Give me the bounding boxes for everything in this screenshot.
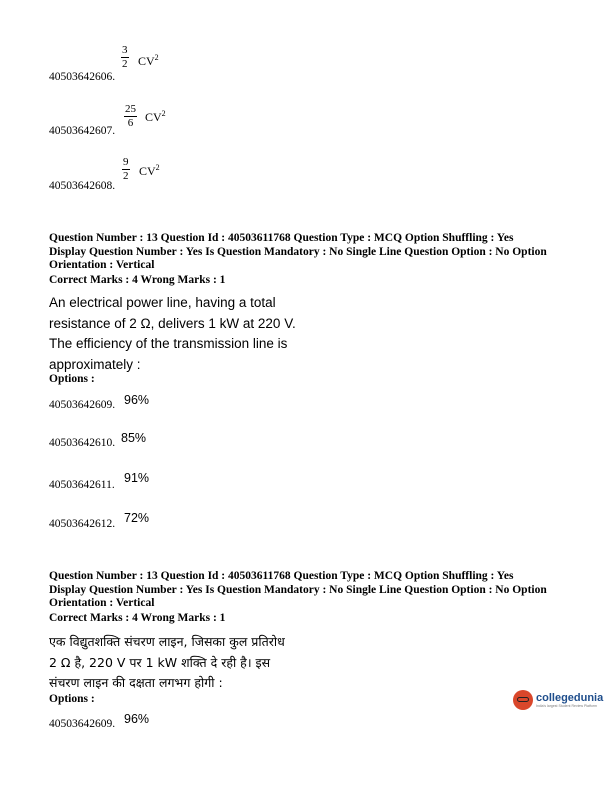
exponent: 2 xyxy=(161,109,166,118)
logo-name: collegedunia xyxy=(536,692,604,704)
denominator: 6 xyxy=(127,117,134,129)
question-line: एक विद्युतशक्ति संचरण लाइन, जिसका कुल प्रतिरोध xyxy=(49,634,285,649)
denominator: 2 xyxy=(122,58,128,70)
option-id: 40503642612. xyxy=(49,518,116,530)
option-value: 96% xyxy=(124,712,150,726)
option-value: 91% xyxy=(124,471,150,485)
options-label: Options : xyxy=(49,693,95,705)
question-line: संचरण लाइन की दक्षता लगभग होगी : xyxy=(49,675,223,690)
option-value: 85% xyxy=(121,431,147,445)
option-id: 40503642611. xyxy=(49,479,115,491)
logo-text xyxy=(536,692,603,708)
option-value: 96% xyxy=(124,393,150,407)
question-header xyxy=(49,570,579,611)
question-text xyxy=(49,632,285,694)
exponent: 2 xyxy=(155,163,160,172)
question-line: 2 Ω है, 220 V पर 1 kW शक्ति दे रही है। इस xyxy=(49,654,271,670)
expression xyxy=(138,53,159,69)
option-id: 40503642608. xyxy=(49,180,116,192)
expr-base: CV xyxy=(139,164,156,178)
collegedunia-logo xyxy=(513,687,607,713)
question-line: approximately : xyxy=(49,356,141,372)
expr-base: CV xyxy=(145,110,162,124)
denominator: 2 xyxy=(123,170,129,182)
option-id: 40503642609. xyxy=(49,718,116,730)
fraction xyxy=(124,104,137,129)
question-line: An electrical power line, having a total xyxy=(49,295,276,310)
question-text xyxy=(49,293,296,375)
option-id: 40503642607. xyxy=(49,125,116,137)
expression xyxy=(145,109,166,125)
question-line: resistance of 2 Ω, delivers 1 kW at 220 V. xyxy=(49,315,296,331)
option-id: 40503642609. xyxy=(49,399,116,411)
marks-line: Correct Marks : 4 Wrong Marks : 1 xyxy=(49,274,226,286)
header-line: Orientation : Vertical xyxy=(49,597,155,609)
header-line: Question Number : 13 Question Id : 40503611768 Question Type : MCQ Option Shuffling : Yes xyxy=(49,570,514,582)
option-value: 72% xyxy=(124,511,150,525)
question-line: The efficiency of the transmission line is xyxy=(49,336,288,351)
exponent: 2 xyxy=(154,53,159,62)
header-line: Orientation : Vertical xyxy=(49,259,155,271)
header-line: Display Question Number : Yes Is Question Mandatory : No Single Line Question Option : No Option xyxy=(49,583,547,596)
expression xyxy=(139,163,160,179)
logo-mascot-icon xyxy=(513,690,533,710)
numerator: 3 xyxy=(122,44,128,56)
option-id: 40503642610. xyxy=(49,437,116,449)
expr-base: CV xyxy=(138,54,155,68)
options-label: Options : xyxy=(49,373,95,385)
marks-line: Correct Marks : 4 Wrong Marks : 1 xyxy=(49,612,226,624)
header-line: Question Number : 13 Question Id : 40503611768 Question Type : MCQ Option Shuffling : Yes xyxy=(49,232,514,244)
question-header xyxy=(49,232,579,273)
numerator: 25 xyxy=(125,103,136,115)
numerator: 9 xyxy=(123,156,129,168)
fraction xyxy=(122,157,130,182)
option-id: 40503642606. xyxy=(49,71,116,83)
logo-tagline: India's largest Student Review Platform xyxy=(536,704,597,708)
fraction xyxy=(121,45,129,70)
header-line: Display Question Number : Yes Is Question Mandatory : No Single Line Question Option : No Option xyxy=(49,245,547,258)
